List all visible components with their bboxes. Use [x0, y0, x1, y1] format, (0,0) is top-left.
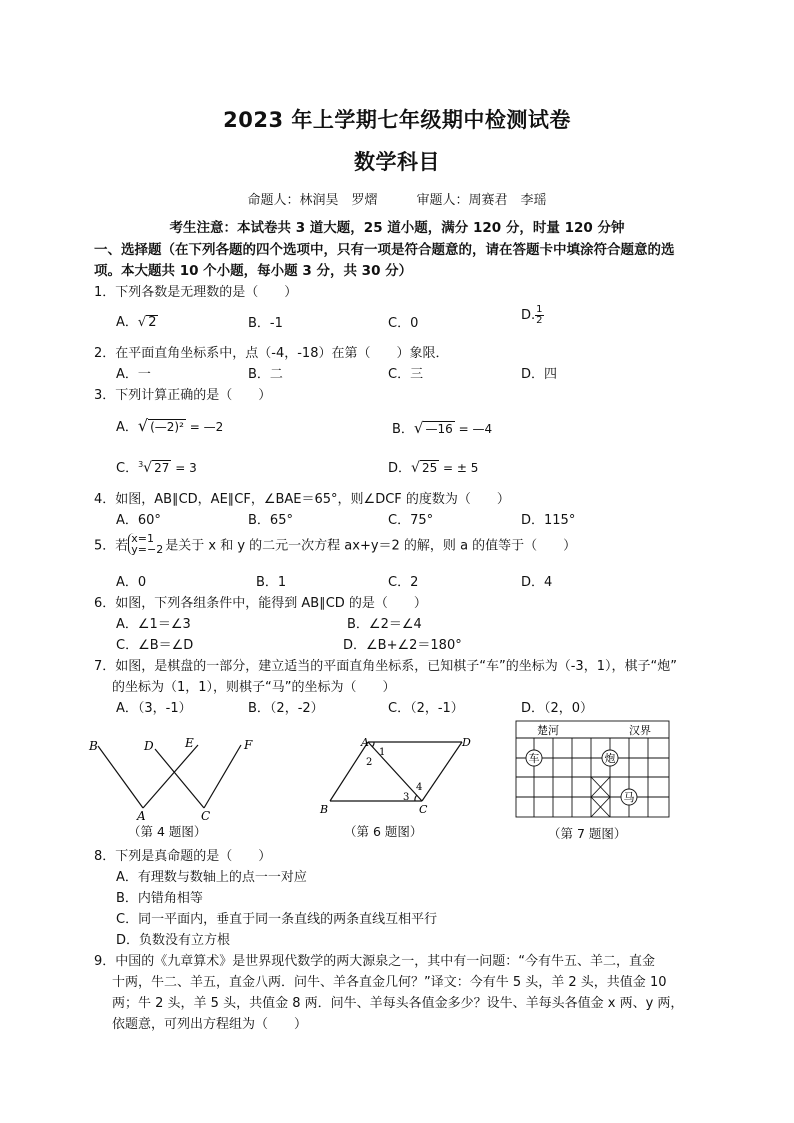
piece-label-ma: 马: [623, 791, 635, 804]
radicand: 25: [421, 461, 438, 475]
question-9-line2: 十两，牛二、羊五，直金八两．问牛、羊各直金几何？”译文：今有牛 5 头，羊 2 头，共值金 10: [112, 975, 667, 990]
figure-6-caption: （第 6 题图）: [344, 824, 423, 839]
question-7-line1: 7．如图，是棋盘的一部分，建立适当的平面直角坐标系，已知棋子“车”的坐标为（-3，1），棋子“炮”: [94, 659, 677, 674]
sqrt-sign: √: [413, 419, 424, 437]
line-cf: [204, 745, 241, 808]
result: = —2: [189, 420, 224, 434]
piece-label-che: 车: [528, 752, 540, 765]
option-label: A．: [116, 315, 138, 330]
angle-label-4: 4: [416, 782, 423, 793]
radicand: 2: [148, 315, 157, 330]
diagonal-ac: [368, 742, 422, 801]
sqrt-sign: √: [137, 315, 147, 330]
figure-6-diagram: [316, 734, 486, 818]
result: = —4: [458, 422, 493, 436]
question-1-option-d: [521, 305, 544, 326]
stem-prefix: 5．若: [94, 538, 129, 554]
exam-title: 2023 年上学期七年级期中检测试卷: [223, 108, 571, 132]
stem-suffix: 是关于 x 和 y 的二元一次方程 ax+y＝2 的解，则 a 的值等于（ ）: [165, 538, 577, 554]
angle-arc-3: [415, 795, 417, 801]
root-index: 3: [138, 460, 144, 469]
question-7-line2: 的坐标为（1，1），则棋子“马”的坐标为（ ）: [112, 680, 396, 695]
river-label-left: 楚河: [537, 724, 559, 737]
figure-7-chessboard: [515, 720, 671, 820]
question-6-option-c: C．∠B＝∠D: [116, 638, 194, 653]
question-9-line4: 依题意，可列出方程组为（ ）: [112, 1017, 308, 1032]
radicand: (—2)²: [150, 420, 184, 434]
question-4-option-d: D．115°: [521, 513, 576, 528]
result: = ± 5: [443, 461, 479, 475]
sqrt-sign: √: [143, 460, 153, 476]
question-7-option-c: C．（2，-1）: [388, 701, 464, 716]
question-1-option-c: C．0: [388, 316, 419, 331]
line-dc: [422, 742, 462, 801]
equation-2: y=−2: [131, 543, 164, 556]
angle-label-1: 1: [379, 747, 386, 758]
question-7-option-b: B．（2，-2）: [248, 701, 324, 716]
radicand: 27: [154, 461, 170, 475]
question-5-option-b: B．1: [256, 575, 287, 590]
point-label-a: A: [361, 736, 369, 749]
section-heading-line1: 一、选择题（在下列各题的四个选项中，只有一项是符合题意的，请在答题卡中填涂符合题意的选: [94, 242, 675, 258]
denominator: 2: [536, 315, 543, 326]
figure-4-diagram: [86, 736, 266, 826]
question-6-stem: 6．如图，下列各组条件中，能得到 AB∥CD 的是（ ）: [94, 596, 427, 611]
point-label-d: D: [462, 736, 471, 749]
question-3-option-b: [392, 418, 492, 437]
river-label-right: 汉界: [629, 724, 651, 737]
radicand: —16: [425, 422, 453, 436]
question-5-option-d: D．4: [521, 575, 553, 590]
angle-label-2: 2: [366, 757, 373, 768]
line-dc: [155, 749, 204, 808]
question-8-option-a: A．有理数与数轴上的点一一对应: [116, 870, 307, 885]
question-4-option-a: A．60°: [116, 513, 161, 528]
option-label: A．: [116, 420, 138, 435]
point-label-d: D: [144, 739, 154, 753]
question-2-option-b: B．二: [248, 367, 283, 382]
question-8-option-b: B．内错角相等: [116, 891, 203, 906]
angle-label-3: 3: [403, 792, 410, 803]
question-3-option-d: [388, 457, 478, 476]
sqrt-sign: √: [411, 460, 420, 476]
question-2-option-c: C．三: [388, 367, 424, 382]
result: = 3: [175, 461, 197, 475]
point-label-a: A: [137, 809, 146, 823]
piece-label-pao: 炮: [604, 752, 616, 765]
question-8-option-d: D．负数没有立方根: [116, 933, 231, 948]
question-2-option-d: D．四: [521, 367, 558, 382]
option-label: C．: [116, 461, 139, 476]
section-heading-line2: 项。本大题共 10 个小题，每小题 3 分，共 30 分）: [94, 263, 413, 279]
question-4-stem: 4．如图，AB∥CD，AE∥CF，∠BAE＝65°，则∠DCF 的度数为（ ）: [94, 492, 510, 507]
question-2-option-a: A．一: [116, 367, 151, 382]
angle-arc-1: [372, 742, 374, 747]
point-label-e: E: [185, 736, 194, 750]
numerator: 1: [536, 304, 543, 315]
point-label-b: B: [89, 739, 98, 753]
point-label-c: C: [419, 803, 428, 816]
equation-system: [128, 533, 163, 555]
question-6-option-a: A．∠1＝∠3: [116, 617, 191, 632]
sqrt-sign: √: [137, 416, 149, 435]
question-8-stem: 8．下列是真命题的是（ ）: [94, 849, 272, 864]
equation-1: x=1: [131, 532, 155, 545]
question-1-option-a: [116, 311, 158, 330]
question-7-option-d: D．（2，0）: [521, 701, 594, 716]
point-label-f: F: [244, 738, 253, 752]
question-2-stem: 2．在平面直角坐标系中，点（-4，-18）在第（ ）象限．: [94, 346, 449, 361]
question-1-option-b: B．-1: [248, 316, 283, 331]
question-4-option-c: C．75°: [388, 513, 434, 528]
question-5-stem: [94, 533, 576, 555]
option-label: D.: [521, 308, 536, 323]
question-4-option-b: B．65°: [248, 513, 293, 528]
line-ae: [143, 745, 198, 808]
question-7-option-a: A．（3，-1）: [116, 701, 192, 716]
question-6-option-b: B．∠2＝∠4: [347, 617, 422, 632]
authors-line: 命题人：林润昊 罗熠 审题人：周赛君 李瑶: [247, 193, 547, 208]
figure-4-caption: （第 4 题图）: [128, 824, 207, 839]
option-label: B．: [392, 422, 414, 437]
question-9-line1: 9．中国的《九章算术》是世界现代数学的两大源泉之一，其中有一问题：“今有牛五、羊二，直金: [94, 954, 656, 969]
option-label: D．: [388, 461, 412, 476]
question-5-option-c: C．2: [388, 575, 419, 590]
fraction: [535, 305, 543, 326]
question-3-stem: 3．下列计算正确的是（ ）: [94, 388, 272, 403]
question-5-option-a: A．0: [116, 575, 147, 590]
question-9-line3: 两；牛 2 头，羊 5 头，共值金 8 两．问牛、羊每头各值金多少？设牛、羊每头各值金 x 两、y 两，: [112, 996, 684, 1011]
exam-notice: 考生注意：本试卷共 3 道大题，25 道小题，满分 120 分，时量 120 分钟: [169, 220, 625, 236]
question-8-option-c: C．同一平面内，垂直于同一条直线的两条直线互相平行: [116, 912, 438, 927]
subject-title: 数学科目: [354, 150, 440, 174]
point-label-b: B: [320, 803, 329, 816]
question-3-option-c: [116, 457, 197, 476]
line-ba: [98, 746, 143, 808]
point-label-c: C: [201, 809, 211, 823]
question-1-stem: 1．下列各数是无理数的是（ ）: [94, 285, 298, 300]
line-ab: [330, 742, 368, 801]
figure-7-caption: （第 7 题图）: [548, 826, 627, 841]
question-3-option-a: [116, 416, 223, 435]
question-6-option-d: D．∠B+∠2＝180°: [343, 638, 462, 653]
